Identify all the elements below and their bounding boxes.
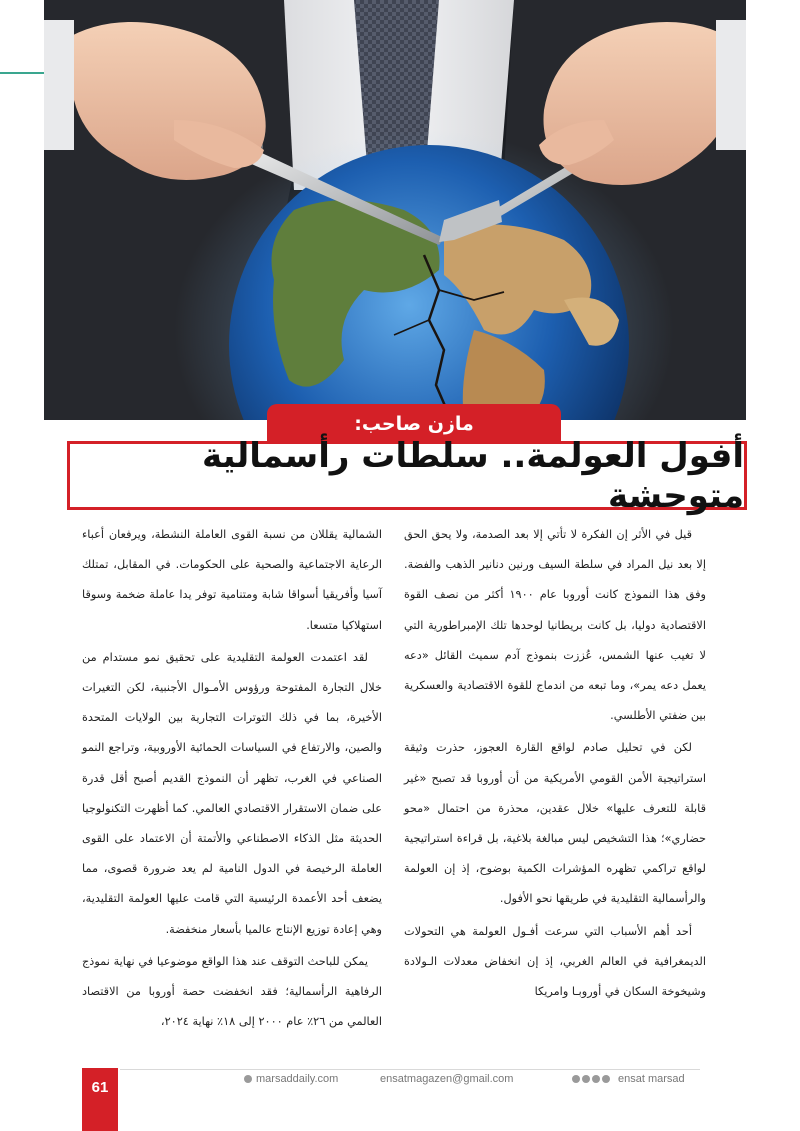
social-handle: ensat marsad <box>618 1073 685 1085</box>
instagram-icon <box>592 1075 600 1083</box>
decorative-accent-line <box>0 72 44 74</box>
article-column-left <box>82 520 382 1039</box>
footer-social[interactable] <box>572 1073 685 1085</box>
paragraph: يمكن للباحث التوقف عند هذا الواقع موضوعيا في نهاية نموذج الرفاهية الرأسمالية؛ فقد انخفضت حصة أوروبا من الاقتصاد العالمي من ٢٦٪ عام ٢٠٠٠ إلى ١٨٪ نهاية ٢٠٢٤، <box>82 954 382 1029</box>
title-box <box>67 435 747 516</box>
email-text: ensatmagazen@gmail.com <box>380 1073 514 1085</box>
globe-icon <box>244 1075 252 1083</box>
website-text: marsaddaily.com <box>256 1073 339 1085</box>
article-title: أفول العولمة.. سلطات رأسمالية متوحشة <box>201 435 744 516</box>
hero-image <box>44 0 746 420</box>
twitter-icon <box>582 1075 590 1083</box>
article-column-right <box>404 520 706 1009</box>
page-number-box <box>82 1068 118 1131</box>
footer-website[interactable] <box>244 1073 338 1085</box>
paragraph: لكن في تحليل صادم لواقع القارة العجوز، حذرت وثيقة استراتيجية الأمن القومي الأمريكية من أن أوروبا قد تصبح «غير قابلة للتعرف عليها» خلال عقدين، محذرة من احتمال «محو حضاري»؛ هذا التشخيص ليس مبالغة بلاغية، بل قراءة استراتيجية لواقع تراكمي تظهره المؤشرات الكمية بوضوح، إذ إن العولمة والرأسمالية التقليدية في طريقها نحو الأفول. <box>404 741 706 906</box>
author-name: مازن صاحب: <box>354 413 474 435</box>
footer-divider <box>120 1069 700 1070</box>
page-number: 61 <box>91 1079 109 1096</box>
paragraph: الشمالية يقللان من نسبة القوى العاملة النشطة، ويرفعان أعباء الرعاية الاجتماعية والصحية على الحكومات. في المقابل، تمتلك آسيا وأفريقيا أسواقا شابة ومتنامية توفر يدا عاملة ضخمة وسوقا استهلاكيا متسعا. <box>82 528 382 632</box>
paragraph: أحد أهم الأسباب التي سرعت أفـول العولمة هي التحولات الديمغرافية في العالم الغربي، إذ إن انخفاض معدلات الـولادة وشيخوخة السكان في أوروبـا وامريكا <box>404 924 706 999</box>
paragraph: قيل في الأثر إن الفكرة لا تأتي إلا بعد الصدمة، ولا يحق الحق إلا بعد نيل المراد في سلطة السيف ورنين دنانير الذهب والفضة. وفق هذا النموذج كانت أوروبا عام ١٩٠٠ أكثر من نصف القوة الاقتصادية دوليا، بل كانت بريطانيا لوحدها تلك الإمبراطورية التي لا تغيب عنها الشمس، عُززت بنموذج آدم سميث القائل «دعه يعمل دعه يمر»، وما تبعه من اندماج للقوة الاقتصادية والعسكرية بين ضفتي الأطلسي. <box>404 528 707 723</box>
youtube-icon <box>602 1075 610 1083</box>
paragraph: لقد اعتمدت العولمة التقليدية على تحقيق نمو مستدام من خلال التجارة المفتوحة ورؤوس الأمـوال الأجنبية، لكن التغيرات الأخيرة، بما في ذلك التوترات التجارية بين الولايات المتحدة والصين، والارتفاع في السياسات الحمائية الأوروبية، وتراجع النمو الصناعي في الغرب، تظهر أن النموذج القديم أصبح أقل قدرة على ضمان الاستقرار الاقتصادي العالمي. كما أظهرت التكنولوجيا الحديثة مثل الذكاء الاصطناعي والأتمتة أن الاعتماد على القوى العاملة الرخيصة في الدول النامية لم يعد ضرورة قصوى، مما يضعف أحد الأعمدة الرئيسية التي قامت عليها العولمة التقليدية، وهي إعادة توزيع الإنتاج عالميا بأسعار منخفضة. <box>82 650 382 936</box>
facebook-icon <box>572 1075 580 1083</box>
footer-email[interactable] <box>380 1073 513 1085</box>
